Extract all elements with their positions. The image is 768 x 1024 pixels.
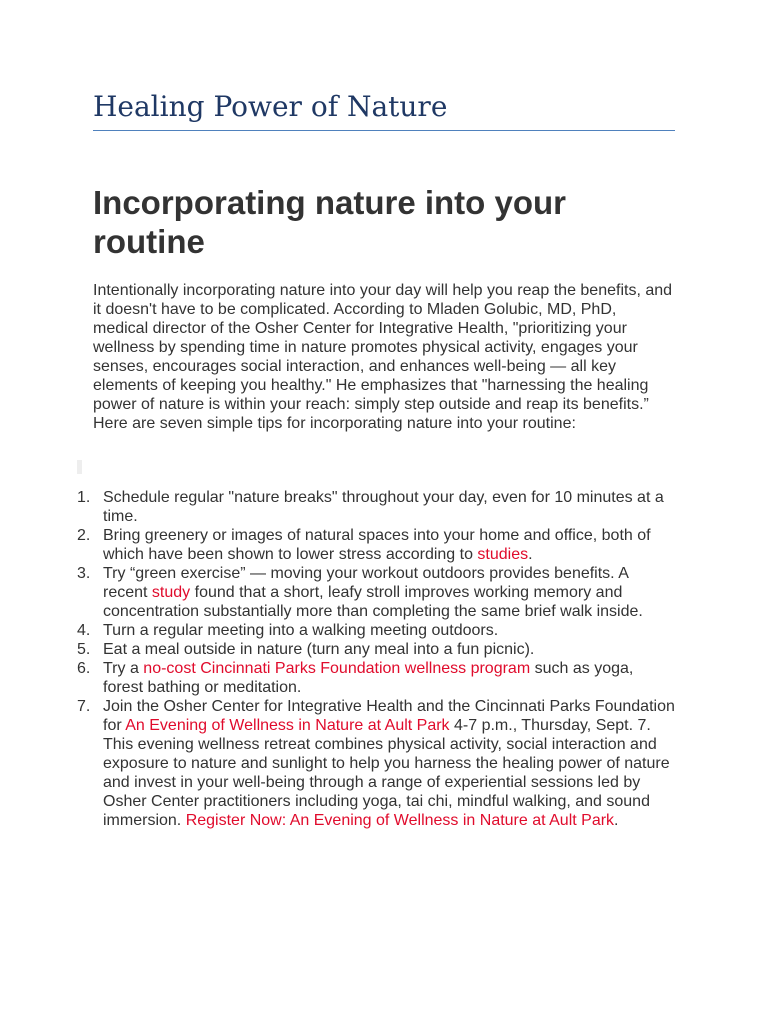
tip-text-end: . xyxy=(528,546,533,563)
document-title: Healing Power of Nature xyxy=(93,90,448,123)
studies-link[interactable]: studies xyxy=(477,546,529,563)
tip-text-end: such as yoga, forest bathing or meditation. xyxy=(103,660,634,696)
tip-text-middle: 4-7 p.m., Thursday, Sept. 7. This evening wellness retreat combines physical activity, social interaction and exposure to nature and sunlight to help you harness the healing power of nature and invest in your well-being through a range of experiential sessions led by Osher Center practitioners including yoga, tai chi, mindful walking, and sound immersion. xyxy=(103,717,670,829)
tip-item-3 xyxy=(77,564,675,621)
wellness-program-link[interactable]: no-cost Cincinnati Parks Foundation wellness program xyxy=(143,660,531,677)
tip-text: Join the Osher Center for Integrative Health and the Cincinnati Parks Foundation for xyxy=(103,698,675,734)
intro-lead-in: Here are seven simple tips for incorporating nature into your routine: xyxy=(93,415,576,432)
intro-block xyxy=(93,281,675,433)
tip-item-7 xyxy=(77,697,675,830)
tip-text: Bring greenery or images of natural spaces into your home and office, both of which have been shown to lower stress according to xyxy=(103,527,651,563)
tip-number: 6. xyxy=(77,660,91,677)
tip-text: Try a xyxy=(103,660,144,677)
tip-text: Turn a regular meeting into a walking meeting outdoors. xyxy=(103,622,499,639)
event-link[interactable]: An Evening of Wellness in Nature at Ault Park xyxy=(125,717,450,734)
section-heading: Incorporating nature into your routine xyxy=(93,184,567,260)
tip-text: Eat a meal outside in nature (turn any meal into a fun picnic). xyxy=(103,641,535,658)
title-divider xyxy=(93,130,675,131)
tip-item-1 xyxy=(77,488,675,526)
tip-item-4 xyxy=(77,621,675,640)
tip-text-end: . xyxy=(614,812,619,829)
tip-item-2 xyxy=(77,526,675,564)
intro-paragraph: Intentionally incorporating nature into your day will help you reap the benefits, and it doesn't have to be complicated. According to Mladen Golubic, MD, PhD, medical director of the Osher Center for Integrative Health, "prioritizing your wellness by spending time in nature promotes physical activity, engages your senses, encourages social interaction, and enhances well-being — all key elements of keeping you healthy." He emphasizes that "harnessing the healing power of nature is within your reach: simply step outside and reap its benefits.” xyxy=(93,282,673,413)
tip-number: 7. xyxy=(77,698,91,715)
tip-number: 2. xyxy=(77,527,91,544)
study-link[interactable]: study xyxy=(151,584,191,601)
tip-text-end: found that a short, leafy stroll improves working memory and concentration substantially more than completing the same brief walk inside. xyxy=(103,584,643,620)
tips-list xyxy=(77,488,675,830)
tip-number: 3. xyxy=(77,565,91,582)
tip-item-5 xyxy=(77,640,675,659)
register-now-link[interactable]: Register Now: An Evening of Wellness in Nature at Ault Park xyxy=(185,812,615,829)
tip-number: 1. xyxy=(77,489,91,506)
paragraph-marker xyxy=(77,460,82,474)
tip-text: Try “green exercise” — moving your workout outdoors provides benefits. A recent xyxy=(103,565,628,601)
tip-text: Schedule regular "nature breaks" throughout your day, even for 10 minutes at a time. xyxy=(103,489,664,525)
tip-number: 4. xyxy=(77,622,91,639)
tip-number: 5. xyxy=(77,641,91,658)
tip-item-6 xyxy=(77,659,675,697)
document-page xyxy=(93,88,675,433)
